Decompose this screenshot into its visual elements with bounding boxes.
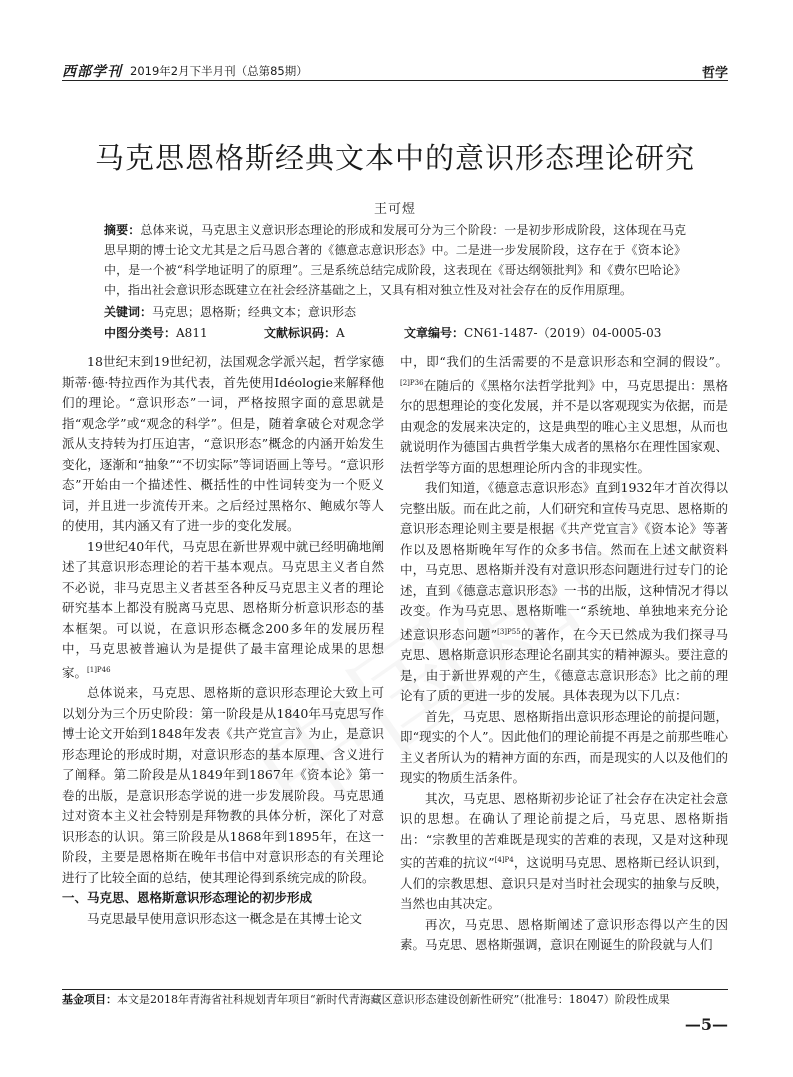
paragraph-text: 中，即“我们的生活需要的不是意识形态和空洞的假设”。 bbox=[400, 354, 728, 369]
paragraph: 首先，马克思、恩格斯指出意识形态理论的前提问题，即“现实的个人”。因此他们的理论前提不再是之前那些唯心主义者所认为的精神方面的东西，而是现实的人以及他们的现实的物质生活条件。 bbox=[400, 708, 728, 786]
citation: [3]P55 bbox=[497, 627, 521, 636]
paragraph: 马克思最早使用意识形态这一概念是在其博士论文 bbox=[87, 910, 363, 926]
paragraph-text: 在随后的《黑格尔法哲学批判》中，马克思提出：黑格尔的思想理论的变化发展，并不是以客观现实为依据，而是由观念的发展来决定的，这是典型的唯心主义思想，从而也就说明作为德国古典哲学集大成者的黑格尔在理性国家观、法哲学等方面的思想理论所内含的非现实性。 bbox=[400, 377, 728, 475]
paragraph bbox=[400, 789, 728, 915]
article-value: CN61-1487-（2019）04-0005-03 bbox=[464, 326, 662, 340]
page-number: —5— bbox=[684, 1015, 728, 1034]
fund-label: 基金项目： bbox=[62, 993, 117, 1006]
paragraph bbox=[400, 478, 728, 707]
keywords-label: 关键词： bbox=[104, 305, 153, 319]
article-title: 马克思恩格斯经典文本中的意识形态理论研究 bbox=[94, 141, 695, 175]
paragraph-text: 其次，马克思、恩格斯初步论证了社会存在决定社会意识的思想。在确认了理论前提之后，马克思、恩格斯指出：“宗教里的苦难既是现实的苦难的表现，又是对这种现实的苦难的抗议” bbox=[400, 790, 728, 871]
abstract-text: 总体来说，马克思主义意识形态理论的形成和发展可分为三个阶段：一是初步形成阶段，这体现在马克思早期的博士论文尤其是之后马恩合著的《德意志意识形态》中。二是进一步发展阶段，这存在于《资本论》中，是一个被“科学地证明了的原理”。三是系统总结完成阶段，这表现在《哥达纲领批判》和《费尔巴哈论》中，指出社会意识形态既建立在社会经济基础之上，又具有相对独立性及对社会存在的反作用原理。 bbox=[104, 223, 686, 297]
article-label: 文章编号： bbox=[404, 326, 465, 340]
paragraph bbox=[400, 352, 728, 478]
left-column bbox=[62, 352, 384, 929]
doc-label: 文献标识码： bbox=[264, 326, 337, 340]
paragraph-text: 我们知道，《德意志意识形态》直到1932年才首次得以完整出版。而在此之前，人们研究和宣传马克思、恩格斯的意识形态理论则主要是根据《共产党宣言》《资本论》等著作以及恩格斯晚年写作的众多书信。然而在上述文献资料中，马克思、恩格斯并没有对意识形态问题进行过专门的论述，直到《德意志意识形态》一书的出版，这种情况才得以改变。作为马克思、恩格斯唯一“系统地、单独地来充分论述意识形态问题” bbox=[400, 480, 728, 642]
paragraph: 总体说来，马克思、恩格斯的意识形态理论大致上可以划分为三个历史阶段：第一阶段是从1840年马克思写作博士论文开始到1848年发表《共产党宣言》为止，是意识形态理论的形成时期，对意识形态的基本原理、含义进行了阐释。第二阶段是从1849年到1867年《资本论》第一卷的出版，是意识形态学说的进一步发展阶段。马克思通过对资本主义社会特别是拜物教的具体分析，深化了对意识形态的认识。第三阶段是从1868年到1895年，在这一阶段，主要是恩格斯在晚年书信中对意识形态的有关理论进行了比较全面的总结，使其理论得到系统完成的阶段。 bbox=[62, 685, 384, 885]
page-header bbox=[62, 59, 728, 79]
footer-rule bbox=[62, 989, 728, 990]
abstract bbox=[104, 220, 686, 300]
article-meta bbox=[104, 324, 686, 342]
right-column bbox=[400, 352, 728, 956]
clc-number bbox=[104, 324, 208, 341]
paragraph-text: 19世纪40年代，马克思在新世界观中就已经明确地阐述了其意识形态理论的若干基本观点。马克思主义者自然不必说，非马克思主义者甚至各种反马克思主义者的理论研究基本上都没有脱离马克思、恩格斯分析意识形态的基本框架。可以说，在意识形态概念200多年的发展历程中，马克思被普遍认为是提供了最丰富理论成果的思想家。 bbox=[62, 538, 384, 680]
issue-info: 2019年2月下半月刊（总第85期） bbox=[130, 64, 308, 78]
keywords-text: 马克思；恩格斯；经典文本；意识形态 bbox=[152, 305, 357, 319]
doc-value: A bbox=[336, 326, 345, 340]
fund-note bbox=[62, 992, 728, 1008]
paragraph: 再次，马克思、恩格斯阐述了意识形态得以产生的因素。马克思、恩格斯强调，意识在刚诞生的阶段就与人们 bbox=[400, 916, 728, 953]
author-name: 王可煜 bbox=[373, 202, 416, 217]
fund-text: 本文是2018年青海省社科规划青年项目“新时代青海藏区意识形态建设创新性研究”（批准号：18047）阶段性成果 bbox=[117, 993, 670, 1006]
journal-name: 西部学刊 bbox=[62, 64, 122, 80]
citation: [1]P46 bbox=[87, 665, 111, 674]
doc-code bbox=[264, 324, 345, 341]
section-label: 哲学 bbox=[701, 66, 728, 81]
article-number bbox=[404, 324, 661, 341]
section-heading: 一、马克思、恩格斯意识形态理论的初步形成 bbox=[62, 890, 313, 906]
clc-value: A811 bbox=[176, 326, 208, 340]
paragraph-text: ，这说明马克思、恩格斯已经认识到，人们的宗教思想、意识只是对当时社会现实的抽象与反映，当然也由其决定。 bbox=[400, 855, 728, 912]
paragraph bbox=[62, 537, 384, 684]
clc-label: 中图分类号： bbox=[104, 326, 177, 340]
header-rule bbox=[62, 80, 728, 81]
keywords bbox=[104, 303, 356, 320]
citation: [4]P4 bbox=[494, 856, 514, 865]
paragraph-text: 的著作，在今天已然成为我们探寻马克思、恩格斯意识形态理论名副其实的精神源头。要注意的是，由于新世界观的产生，《德意志意识形态》比之前的理论有了质的更进一步的发展。具体表现为以下几点： bbox=[400, 626, 728, 704]
abstract-label: 摘要： bbox=[104, 223, 141, 237]
citation: [2]P36 bbox=[400, 378, 424, 387]
paragraph: 18世纪末到19世纪初，法国观念学派兴起，哲学家德斯蒂·德·特拉西作为其代表，首先使用Idéologie来解释他们的理论。“意识形态”一词，严格按照字面的意思就是指“观念学”或“观念的科学”。但是，随着拿破仑对观念学派从支持转为打压迫害，“意识形态”概念的内涵开始发生变化，逐渐和“抽象”“不切实际”等词语画上等号。“意识形态”开始由一个描述性、概括性的中性词转变为一个贬义词，并且进一步流传开来。之后经过黑格尔、鲍威尔等人的使用，其内涵又有了进一步的变化发展。 bbox=[62, 354, 384, 533]
